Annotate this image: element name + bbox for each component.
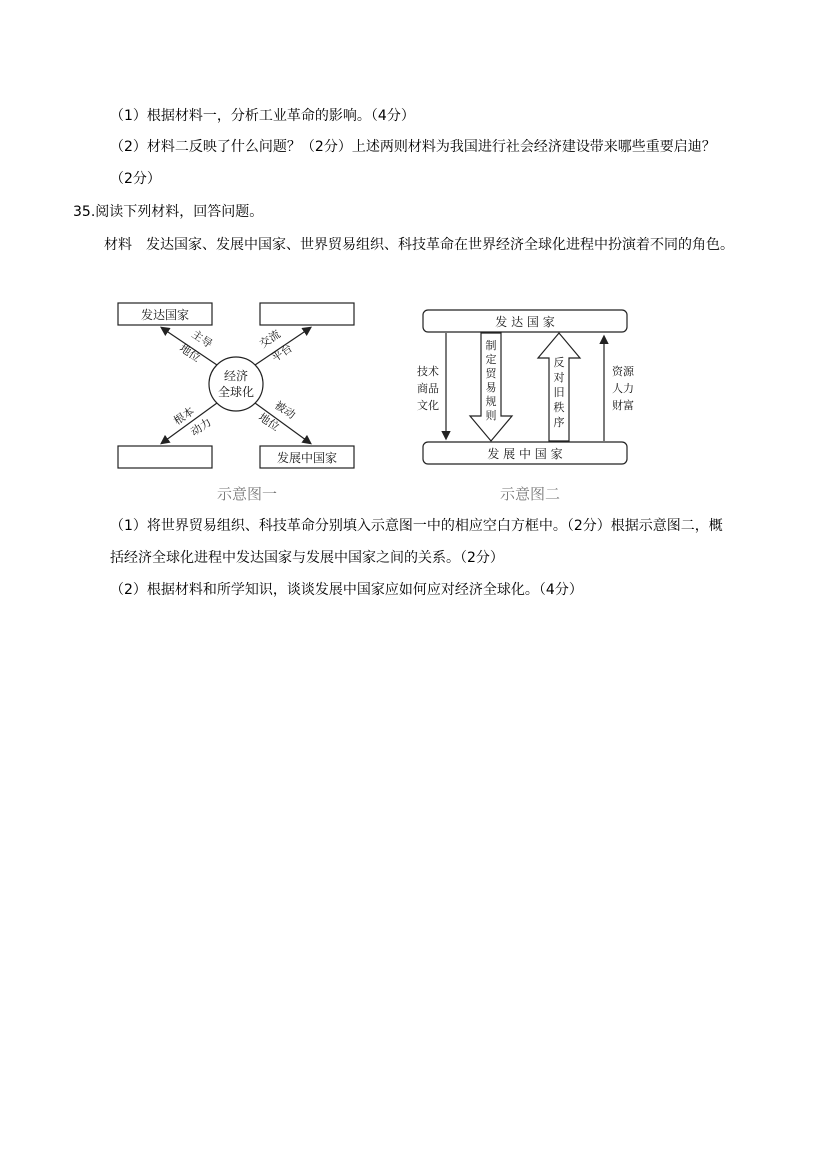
question-34-2: （2）材料二反映了什么问题？（2分）上述两则材料为我国进行社会经济建设带来哪些重要启迪？	[110, 139, 716, 155]
col2-char5: 规	[485, 395, 497, 408]
label-bottom-left-1: 根本	[171, 404, 197, 428]
col4-line3: 财富	[612, 399, 634, 412]
col2-char3: 贸	[485, 367, 497, 380]
blank-box-bottom-left	[118, 446, 212, 468]
material-text: 材料 发达国家、发展中国家、世界贸易组织、科技革命在世界经济全球化进程中扮演着不同的角色。	[104, 237, 734, 253]
label-top-left-1: 主导	[189, 327, 215, 351]
col2-char6: 则	[485, 409, 497, 422]
col1-line3: 文化	[417, 399, 439, 412]
label-bottom-left-2: 动力	[188, 415, 214, 439]
diagram-two	[415, 300, 640, 510]
col2-char1: 制	[485, 339, 497, 352]
diagram-one-caption: 示意图一	[216, 485, 278, 503]
label-top-right-2: 平台	[269, 341, 295, 365]
label-top-right-1: 交流	[257, 327, 283, 351]
question-35: 35.阅读下列材料，回答问题。	[73, 204, 264, 220]
box-developed-countries-label: 发达国家	[140, 308, 190, 322]
box-developed-countries-2-label: 发 达 国 家	[495, 315, 555, 329]
label-bottom-right-1: 被动	[272, 398, 298, 422]
box-developing-countries-label: 发展中国家	[276, 451, 338, 465]
col3-char5: 序	[553, 416, 565, 429]
col4-line2: 人力	[612, 382, 634, 395]
question-34-2-points: （2分）	[110, 171, 161, 187]
question-35-1-cont: 括经济全球化进程中发达国家与发展中国家之间的关系。（2分）	[110, 550, 504, 566]
col3-char3: 旧	[553, 386, 565, 399]
col3-char2: 对	[553, 371, 565, 384]
question-35-1: （1）将世界贸易组织、科技革命分别填入示意图一中的相应空白方框中。（2分）根据示意图二，概	[110, 518, 723, 534]
blank-box-top-right	[260, 303, 354, 325]
center-label-line2: 全球化	[217, 385, 255, 399]
label-top-left-2: 地位	[177, 341, 203, 365]
col2-char2: 定	[485, 353, 497, 366]
box-developing-countries-2-label: 发 展 中 国 家	[487, 447, 563, 461]
label-bottom-right-2: 地位	[256, 410, 282, 434]
center-label-line1: 经济	[223, 369, 249, 383]
col2-char4: 易	[485, 381, 497, 394]
col3-char1: 反	[553, 356, 565, 369]
diagram-two-caption: 示意图二	[499, 485, 561, 503]
question-34-1: （1）根据材料一，分析工业革命的影响。（4分）	[110, 108, 415, 124]
col4-line1: 资源	[612, 365, 634, 378]
col3-char4: 秩	[553, 401, 565, 414]
col1-line2: 商品	[417, 382, 439, 395]
question-35-2: （2）根据材料和所学知识，谈谈发展中国家应如何应对经济全球化。（4分）	[110, 582, 583, 598]
globalization-circle	[209, 357, 263, 411]
diagram-one	[110, 295, 365, 510]
col1-line1: 技术	[417, 365, 439, 378]
